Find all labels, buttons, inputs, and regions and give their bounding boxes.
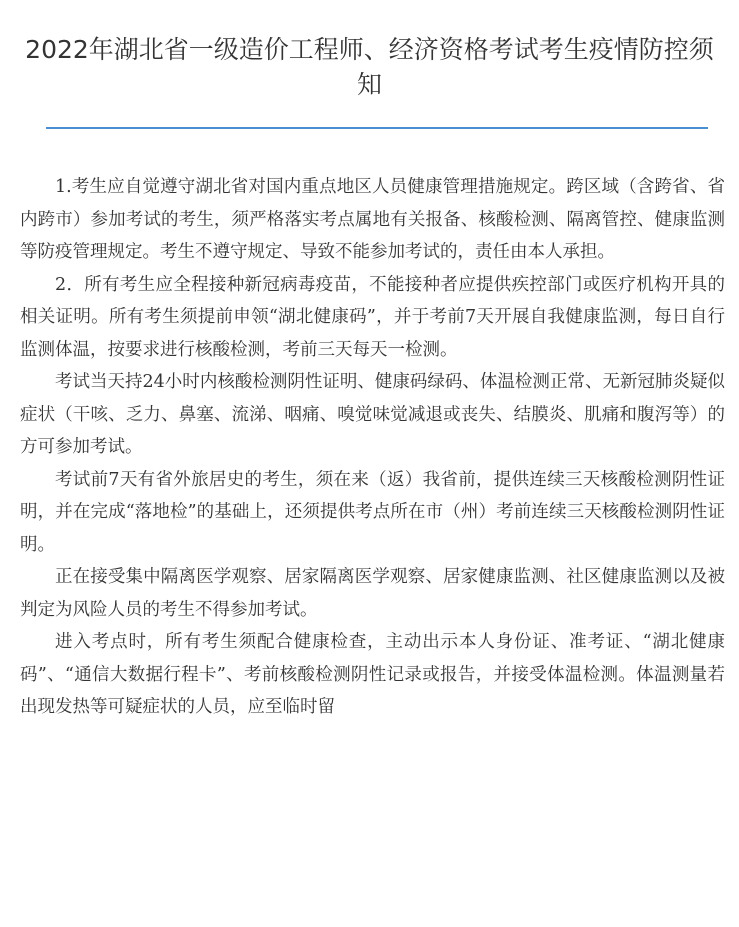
paragraph-vaccination-rule-2: 2．所有考生应全程接种新冠病毒疫苗，不能接种者应提供疾控部门或医疗机构开具的相关证明。所有考生须提前申领“湖北健康码”，并于考前7天开展自我健康监测，每日自行监测体温，按要求进行核酸检测，考前三天每天一检测。 [20, 274, 725, 360]
page-title: 2022年湖北省一级造价工程师、经济资格考试考生疫情防控须知 [25, 35, 714, 99]
paragraph-exam-day-requirements: 考试当天持24小时内核酸检测阴性证明、健康码绿码、体温检测正常、无新冠肺炎疑似症状（干咳、乏力、鼻塞、流涕、咽痛、嗅觉味觉减退或丧失、结膜炎、肌痛和腹泻等）的方可参加考试。 [20, 372, 725, 457]
title-divider [46, 127, 708, 129]
paragraph-quarantine-exclusion: 正在接受集中隔离医学观察、居家隔离医学观察、居家健康监测、社区健康监测以及被判定为风险人员的考生不得参加考试。 [20, 567, 725, 620]
article-body [20, 171, 725, 724]
paragraph-vaccination-rule-1: 1.考生应自觉遵守湖北省对国内重点地区人员健康管理措施规定。跨区域（含跨省、省内跨市）参加考试的考生，须严格落实考点属地有关报备、核酸检测、隔离管控、健康监测等防疫管理规定。考生不遵守规定、导致不能参加考试的，责任由本人承担。 [20, 177, 725, 262]
paragraph-entry-check: 进入考点时，所有考生须配合健康检查，主动出示本人身份证、准考证、“湖北健康码”、“通信大数据行程卡”、考前核酸检测阴性记录或报告，并接受体温检测。体温测量若出现发热等可疑症状的人员，应至临时留 [20, 632, 725, 717]
paragraph-travel-history: 考试前7天有省外旅居史的考生，须在来（返）我省前，提供连续三天核酸检测阴性证明，并在完成“落地检”的基础上，还须提供考点所在市（州）考前连续三天核酸检测阴性证明。 [20, 469, 725, 555]
